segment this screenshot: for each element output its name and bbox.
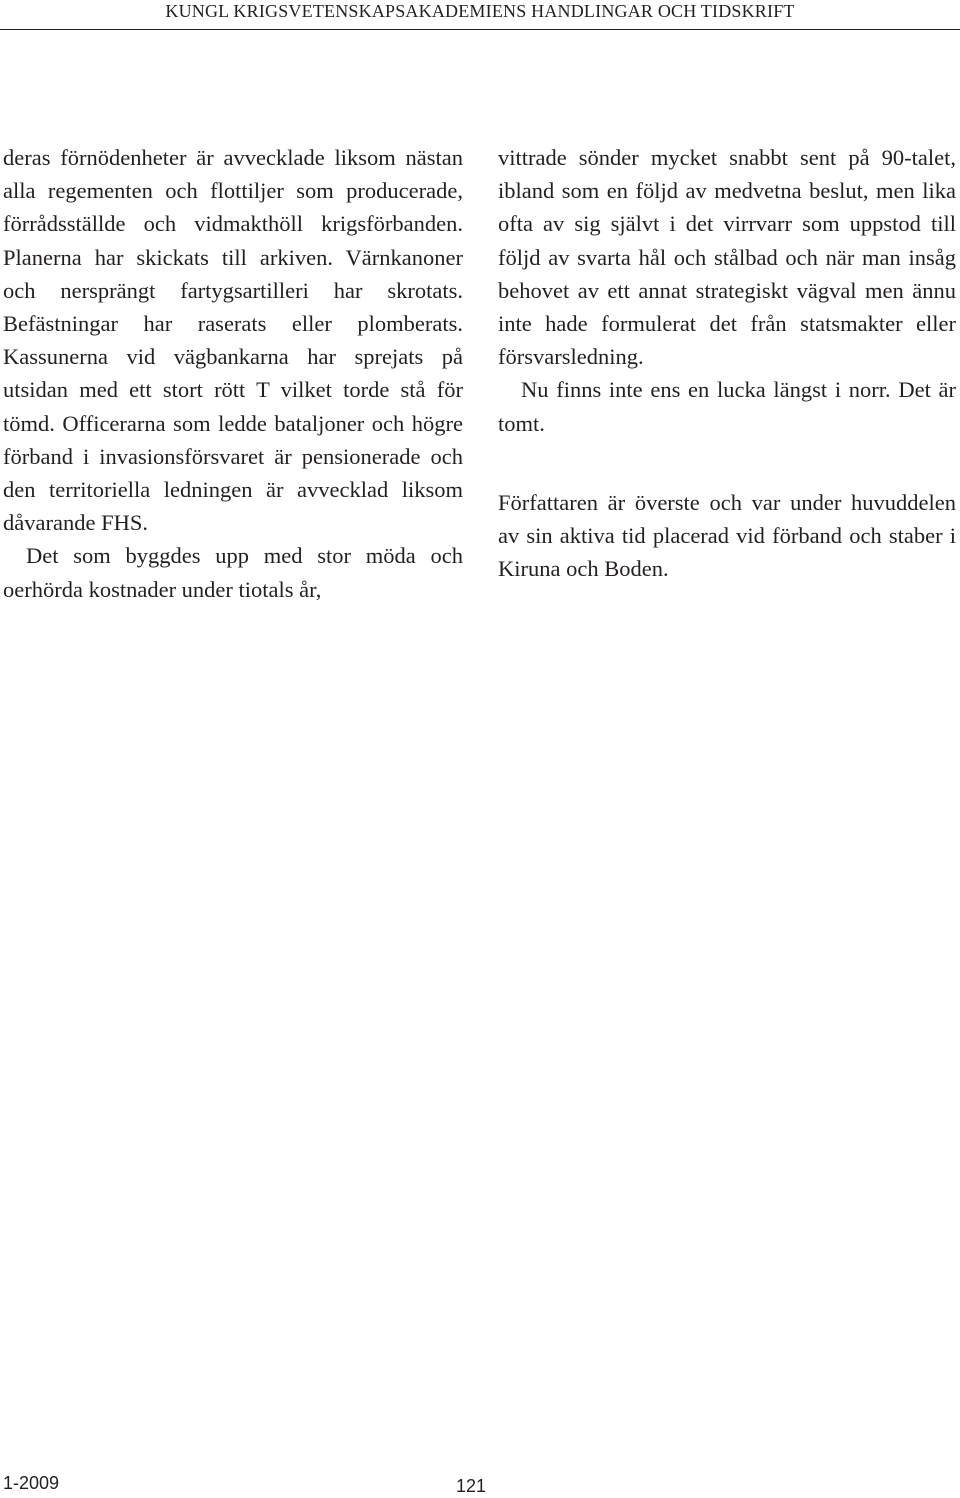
right-column xyxy=(498,141,956,585)
paragraph: deras förnödenheter är avvecklade liksom nästan alla regementen och flottiljer som producerade, förrådsställde och vidmakthöll krigsförbanden. Planerna har skickats till arkiven. Värnkanoner och nersprängt fartygsartilleri har skrotats. Befästningar har raserats eller plomberats. Kassunerna vid vägbankarna har sprejats på utsidan med ett stort rött T vilket torde stå för tömd. Officerarna som ledde bataljoner och högre förband i invasionsförsvaret är pensionerade och den territoriella ledningen är avvecklad liksom dåvarande FHS. xyxy=(3,145,463,536)
left-column xyxy=(3,141,463,606)
paragraph: vittrade sönder mycket snabbt sent på 90-talet, ibland som en följd av medvetna beslut, men lika ofta av sig självt i det virrvarr som uppstod till följd av svarta hål och stålbad och när man insåg behovet av ett annat strategiskt vägval men ännu inte hade formulerat det från statsmakter eller försvarsledning. xyxy=(498,145,956,370)
paragraph: Nu finns inte ens en lucka längst i norr. Det är tomt. xyxy=(498,377,956,436)
issue-number: 1-2009 xyxy=(3,1473,60,1493)
running-head: KUNGL KRIGSVETENSKAPSAKADEMIENS HANDLINGAR OCH TIDSKRIFT xyxy=(165,1,795,21)
page-number: 121 xyxy=(456,1476,487,1496)
author-note: Författaren är överste och var under huvuddelen av sin aktiva tid placerad vid förband och staber i Kiruna och Boden. xyxy=(498,489,956,582)
header-rule xyxy=(0,29,960,30)
paragraph: Det som byggdes upp med stor möda och oerhörda kostnader under tiotals år, xyxy=(3,543,463,602)
